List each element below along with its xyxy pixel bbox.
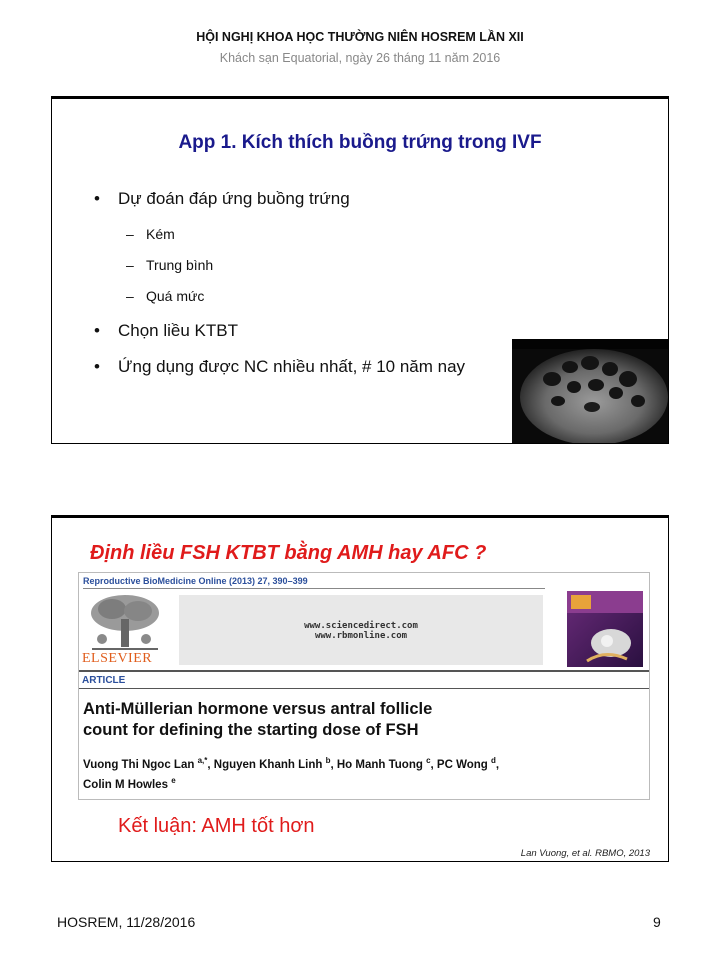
slide-2 <box>51 515 669 862</box>
journal-divider <box>83 588 545 589</box>
slide-1-title: App 1. Kích thích buồng trứng trong IVF <box>178 132 542 153</box>
bullet-1-text: Dự đoán đáp ứng buồng trứng <box>118 189 350 208</box>
bullet-dot: • <box>94 321 100 340</box>
article-title <box>83 699 643 741</box>
page-number: 9 <box>653 914 661 930</box>
bullet-dot: • <box>94 357 100 376</box>
author-3: Ho Manh Tuong <box>336 758 423 771</box>
conference-subtitle: Khách sạn Equatorial, ngày 26 tháng 11 năm 2016 <box>219 51 501 65</box>
author-2-sup: b <box>325 756 331 765</box>
footer-date: HOSREM, 11/28/2016 <box>57 914 196 930</box>
slide-1 <box>51 96 669 444</box>
sub-bullet-1-text: Kém <box>146 226 175 242</box>
bullet-2 <box>94 321 238 341</box>
author-4: PC Wong <box>436 758 488 771</box>
sub-bullet-3 <box>126 288 204 304</box>
article-title-line-2: count for defining the starting dose of FSH <box>83 721 419 739</box>
bullet-2-text: Chọn liều KTBT <box>118 321 238 340</box>
article-title-line-1: Anti-Müllerian hormone versus antral follicle <box>83 700 433 718</box>
links-banner <box>179 595 543 665</box>
article-authors: Vuong Thi Ngoc Lan $^{a,*}$, Nguyen Khanh Linh $^b$, Ho Manh Tuong $^c$, PC Wong $^d$, Colin M Howles $^e$ <box>83 756 500 791</box>
publisher-name: ELSEVIER <box>82 651 153 666</box>
journal-citation: Reproductive BioMedicine Online (2013) 27, 390–399 <box>83 576 308 586</box>
article-screenshot <box>78 572 650 800</box>
author-5-sup: e <box>171 775 176 785</box>
link-sciencedirect[interactable]: www.sciencedirect.com <box>304 621 418 631</box>
bullet-3 <box>94 357 465 377</box>
sub-dash: – <box>126 288 134 304</box>
article-label: ARTICLE <box>82 675 126 686</box>
sub-dash: – <box>126 257 134 273</box>
author-4-sup: d <box>491 756 496 765</box>
author-1-sup: a,* <box>197 756 208 765</box>
author-5: Colin M Howles <box>83 778 168 791</box>
sub-bullet-2 <box>126 257 213 273</box>
author-2: Nguyen Khanh Linh <box>213 758 323 771</box>
sub-bullet-3-text: Quá mức <box>146 288 205 304</box>
sub-dash: – <box>126 226 134 242</box>
citation-text: Lan Vuong, et al. RBMO, 2013 <box>520 848 650 859</box>
link-rbmonline[interactable]: www.rbmonline.com <box>314 631 408 641</box>
header-divider <box>79 670 649 672</box>
ultrasound-image <box>512 339 668 443</box>
author-1: Vuong Thi Ngoc Lan <box>83 758 195 771</box>
journal-cover-image <box>567 591 643 667</box>
sub-bullet-2-text: Trung bình <box>146 257 214 273</box>
label-divider <box>79 688 649 689</box>
bullet-dot: • <box>94 189 100 208</box>
bullet-1 <box>94 189 350 209</box>
sub-bullet-1 <box>126 226 175 242</box>
bullet-3-text: Ứng dụng được NC nhiều nhất, # 10 năm nay <box>118 357 466 376</box>
author-3-sup: c <box>426 756 431 765</box>
slide-2-title: Định liều FSH KTBT bằng AMH hay AFC ? <box>90 542 487 564</box>
conference-title: HỘI NGHỊ KHOA HỌC THƯỜNG NIÊN HOSREM LẦN XII <box>196 30 524 44</box>
conclusion-text: Kết luận: AMH tốt hơn <box>118 815 315 837</box>
